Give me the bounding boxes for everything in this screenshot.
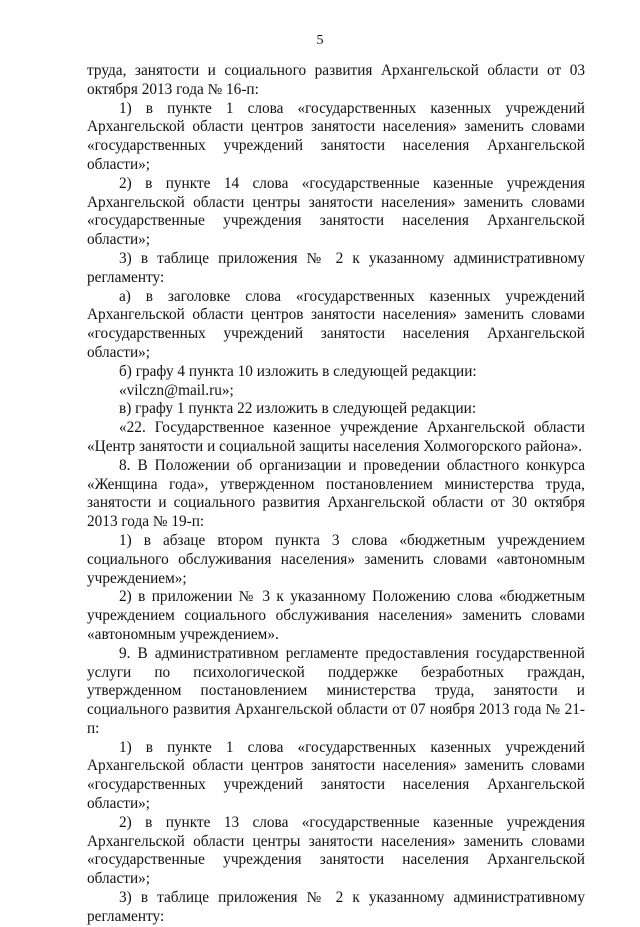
paragraph-section-9-item-3: 3) в таблице приложения № 2 к указанному административному регламенту: — [87, 889, 585, 925]
paragraph-section-9-item-2: 2) в пункте 13 слова «государственные казенные учреждения Архангельской области центры занятости населения» заменить словами «государственные учреждения занятости населения Архангельской области»; — [87, 813, 585, 888]
paragraph-subitem-b: б) графу 4 пункта 10 изложить в следующей редакции: — [119, 362, 477, 380]
paragraph-item-1: 1) в пункте 1 слова «государственных казенных учреждений Архангельской области центров занятости населения» заменить словами «государственных учреждений занятости населения Архангельской области»; — [87, 99, 585, 173]
paragraph-section-9: 9. В административном регламенте предоставления государственной услуги по психологической поддержке безработных граждан, утвержденном постановлением министерства труда, занятости и социального развития Архангельской области от 07 ноября 2013 года № 21-п: — [87, 644, 585, 737]
document-body — [87, 62, 585, 927]
paragraph-subitem-v: в) графу 1 пункта 22 изложить в следующей редакции: — [119, 400, 477, 418]
paragraph-item-3: 3) в таблице приложения № 2 к указанному административному регламенту: — [87, 249, 585, 286]
paragraph-continuation: труда, занятости и социального развития Архангельской области от 03 октября 2013 года № 16-п: — [87, 62, 585, 98]
paragraph-section-8: 8. В Положении об организации и проведении областного конкурса «Женщина года», утвержденном постановлением министерства труда, занятости и социального развития Архангельской области от 30 октября 2013 года № 19-п: — [87, 456, 585, 531]
paragraph-section-8-item-1: 1) в абзаце втором пункта 3 слова «бюджетным учреждением социального обслуживания населения» заменить словами «автономным учреждением»; — [87, 531, 585, 587]
paragraph-section-8-item-2: 2) в приложении № 3 к указанному Положению слова «бюджетным учреждением социального обслуживания населения» заменить словами «автономным учреждением». — [87, 588, 585, 643]
paragraph-item-2: 2) в пункте 14 слова «государственные казенные учреждения Архангельской области центры занятости населения» заменить словами «государственные учреждения занятости населения Архангельской области»; — [87, 174, 585, 249]
paragraph-section-9-item-1: 1) в пункте 1 слова «государственных казенных учреждений Архангельской области центров занятости населения» заменить словами «государственных учреждений занятости населения Архангельской области»; — [87, 738, 585, 813]
paragraph-center-name: «22. Государственное казенное учреждение Архангельской области «Центр занятости и социальной защиты населения Холмогорского района». — [87, 419, 585, 455]
paragraph-email-value: «vilczn@mail.ru»; — [119, 381, 234, 399]
paragraph-subitem-a: а) в заголовке слова «государственных казенных учреждений Архангельской области центров занятости населения» заменить словами «государственных учреждений занятости населения Архангельской области»; — [87, 287, 585, 361]
page-number: 5 — [316, 33, 324, 48]
